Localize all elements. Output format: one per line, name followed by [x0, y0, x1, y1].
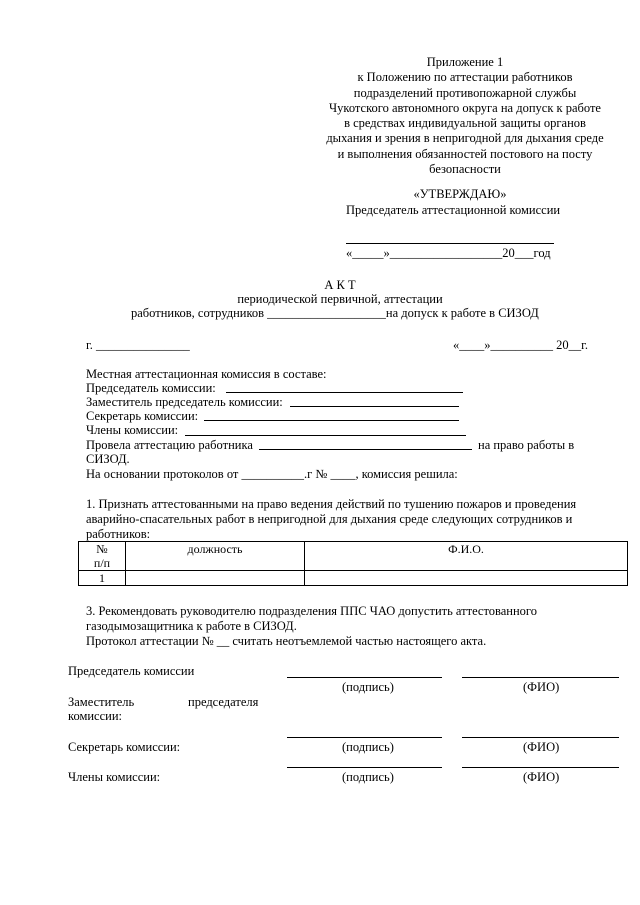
approve-date-line: «_____»__________________20___год — [346, 246, 551, 260]
commission-deputy-label: Заместитель председатель комиссии: — [86, 395, 283, 409]
commission-worker-line — [259, 449, 472, 450]
decision1-line1: 1. Признать аттестованными на право ведения действий по тушению пожаров и проведения — [86, 497, 577, 511]
commission-intro: Местная аттестационная комиссия в составе: — [86, 367, 327, 381]
commission-chair-line — [226, 392, 463, 393]
header-position: должность — [126, 542, 305, 571]
appendix-line: безопасности — [429, 162, 501, 177]
decision3-line3: Протокол аттестации № __ считать неотъемлемой частью настоящего акта. — [86, 634, 487, 648]
sig-secretary-label: Секретарь комиссии: — [68, 740, 181, 754]
sig-deputy-label-b: председателя — [188, 695, 259, 709]
sig-chair-sign-caption: (подпись) — [342, 680, 394, 694]
decision1-line2: аварийно-спасательных работ в непригодной для дыхания среде следующих сотрудников и — [86, 512, 573, 526]
sig-deputy-label-a: Заместитель — [68, 695, 135, 709]
appendix-line: дыхания и зрения в непригодной для дыхания среде — [326, 131, 604, 146]
approve-title: «УТВЕРЖДАЮ» — [413, 187, 507, 201]
commission-deputy-line — [290, 406, 459, 407]
commission-members-line — [185, 435, 466, 436]
commission-sizod: СИЗОД. — [86, 452, 130, 466]
commission-conducted-label: Провела аттестацию работника — [86, 438, 253, 452]
place-date: «____»__________ 20__г. — [453, 338, 588, 352]
decision1-line3: работников: — [86, 527, 151, 541]
sig-members-label: Члены комиссии: — [68, 770, 161, 784]
sig-members-fio-caption: (ФИО) — [523, 770, 560, 784]
sig-deputy-label-c: комиссии: — [68, 709, 122, 723]
header-num-b: п/п — [93, 556, 111, 570]
sig-chair-sign-line — [287, 677, 442, 678]
appendix-line: в средствах индивидуальной защиты органов — [344, 116, 586, 131]
row-fio — [305, 571, 628, 586]
place-city: г. _______________ — [86, 338, 190, 352]
row-num: 1 — [79, 571, 126, 586]
sig-chair-fio-line — [462, 677, 619, 678]
header-fio: Ф.И.О. — [305, 542, 628, 571]
commission-chair-label: Председатель комиссии: — [86, 381, 216, 395]
table-header-row — [79, 542, 628, 571]
appendix-line: и выполнения обязанностей постового на посту — [337, 146, 593, 161]
appendix-line: подразделений противопожарной службы — [353, 85, 577, 100]
appendix-line: к Положению по аттестации работников — [357, 70, 573, 85]
act-subtitle-2: работников, сотрудников ___________________на допуск к работе в СИЗОД — [131, 306, 539, 320]
appendix-line: Чукотского автономного округа на допуск к работе — [329, 100, 601, 115]
table-row — [79, 571, 628, 586]
row-position — [126, 571, 305, 586]
sig-chair-fio-caption: (ФИО) — [523, 680, 560, 694]
act-subtitle: периодической первичной, аттестации — [237, 292, 443, 306]
commission-right-label: на право работы в — [478, 438, 575, 452]
appendix-block — [270, 55, 640, 177]
approve-role: Председатель аттестационной комиссии — [346, 203, 561, 217]
sig-deputy-fio-line — [462, 737, 619, 738]
commission-members-label: Члены комиссии: — [86, 423, 179, 437]
sig-chair-label: Председатель комиссии — [68, 664, 195, 678]
decision3-line2: газодымозащитника к работе в СИЗОД. — [86, 619, 297, 633]
decision3-line1: 3. Рекомендовать руководителю подразделения ППС ЧАО допустить аттестованного — [86, 604, 538, 618]
header-num — [79, 542, 126, 571]
sig-members-sign-caption: (подпись) — [342, 770, 394, 784]
sig-secretary-sign-caption: (подпись) — [342, 740, 394, 754]
commission-secretary-label: Секретарь комиссии: — [86, 409, 199, 423]
sig-deputy-sign-line — [287, 737, 442, 738]
approve-signature-line — [346, 243, 554, 244]
sig-secretary-sign-line — [287, 767, 442, 768]
sig-secretary-fio-line — [462, 767, 619, 768]
header-num-a: № — [96, 542, 108, 556]
commission-secretary-line — [204, 420, 459, 421]
attestation-table — [78, 541, 628, 586]
sig-secretary-fio-caption: (ФИО) — [523, 740, 560, 754]
commission-basis: На основании протоколов от __________.г № ____, комиссия решила: — [86, 467, 458, 481]
appendix-line: Приложение 1 — [426, 55, 504, 69]
act-title: А К Т — [324, 278, 356, 292]
